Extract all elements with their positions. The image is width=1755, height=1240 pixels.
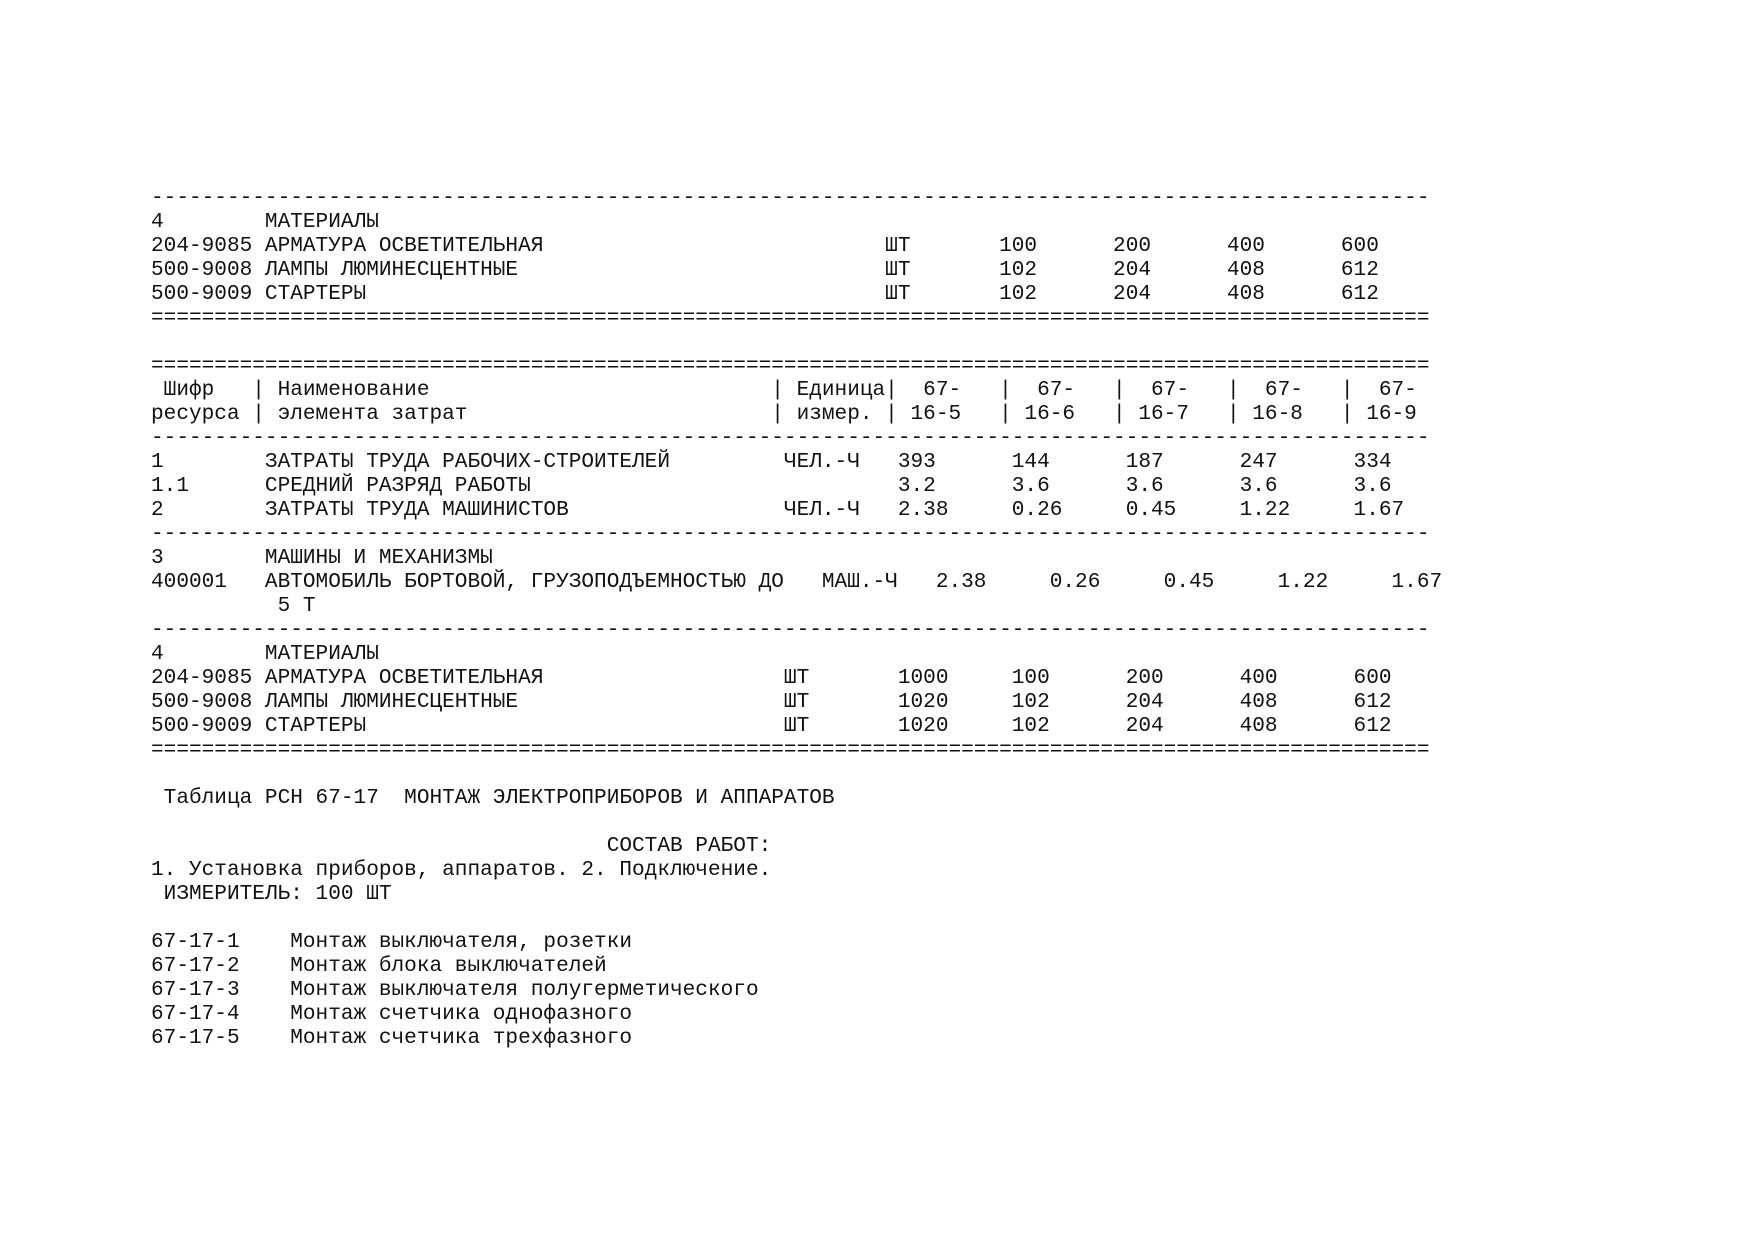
separator-dashed: ----------------------------------------------------------------------------------------------------- [151, 426, 1430, 450]
table-row: 204-9085 АРМАТУРА ОСВЕТИТЕЛЬНАЯ ШТ 1000 100 200 400 600 [151, 666, 1392, 690]
table-row: 204-9085 АРМАТУРА ОСВЕТИТЕЛЬНАЯ ШТ 100 200 400 600 [151, 234, 1379, 258]
table-header-row-2: ресурса | элемента затрат | измер. | 16-5 | 16-6 | 16-7 | 16-8 | 16-9 [151, 402, 1417, 426]
table-row: 400001 АВТОМОБИЛЬ БОРТОВОЙ, ГРУЗОПОДЪЕМНОСТЬЮ ДО МАШ.-Ч 2.38 0.26 0.45 1.22 1.67 [151, 570, 1443, 594]
measurement-unit: ИЗМЕРИТЕЛЬ: 100 ШТ [151, 882, 392, 906]
work-composition-heading: СОСТАВ РАБОТ: [151, 834, 772, 858]
list-item: 67-17-5 Монтаж счетчика трехфазного [151, 1026, 633, 1050]
separator-dashed: ----------------------------------------------------------------------------------------------------- [151, 186, 1430, 210]
list-item: 67-17-3 Монтаж выключателя полугерметического [151, 978, 759, 1002]
separator-double: ===================================================================================================== [151, 738, 1430, 762]
table-row-continuation: 5 Т [151, 594, 316, 618]
work-composition-text: 1. Установка приборов, аппаратов. 2. Подключение. [151, 858, 772, 882]
list-item: 67-17-2 Монтаж блока выключателей [151, 954, 607, 978]
table-row: 500-9009 СТАРТЕРЫ ШТ 1020 102 204 408 612 [151, 714, 1392, 738]
section-header-machines: 3 МАШИНЫ И МЕХАНИЗМЫ [151, 546, 493, 570]
table-row: 500-9008 ЛАМПЫ ЛЮМИНЕСЦЕНТНЫЕ ШТ 102 204 408 612 [151, 258, 1379, 282]
separator-double: ===================================================================================================== [151, 306, 1430, 330]
section-header-materials: 4 МАТЕРИАЛЫ [151, 210, 379, 234]
separator-dashed: ----------------------------------------------------------------------------------------------------- [151, 522, 1430, 546]
list-item: 67-17-1 Монтаж выключателя, розетки [151, 930, 633, 954]
section-header-materials: 4 МАТЕРИАЛЫ [151, 642, 379, 666]
separator-dashed: ----------------------------------------------------------------------------------------------------- [151, 618, 1430, 642]
table-row: 2 ЗАТРАТЫ ТРУДА МАШИНИСТОВ ЧЕЛ.-Ч 2.38 0.26 0.45 1.22 1.67 [151, 498, 1405, 522]
table-row: 500-9009 СТАРТЕРЫ ШТ 102 204 408 612 [151, 282, 1379, 306]
table-row: 500-9008 ЛАМПЫ ЛЮМИНЕСЦЕНТНЫЕ ШТ 1020 102 204 408 612 [151, 690, 1392, 714]
table-title: Таблица РСН 67-17 МОНТАЖ ЭЛЕКТРОПРИБОРОВ И АППАРАТОВ [151, 786, 835, 810]
list-item: 67-17-4 Монтаж счетчика однофазного [151, 1002, 633, 1026]
separator-double: ===================================================================================================== [151, 354, 1430, 378]
table-row: 1.1 СРЕДНИЙ РАЗРЯД РАБОТЫ 3.2 3.6 3.6 3.6 3.6 [151, 474, 1392, 498]
table-header-row-1: Шифр | Наименование | Единица| 67- | 67- | 67- | 67- | 67- [151, 378, 1417, 402]
table-row: 1 ЗАТРАТЫ ТРУДА РАБОЧИХ-СТРОИТЕЛЕЙ ЧЕЛ.-Ч 393 144 187 247 334 [151, 450, 1392, 474]
